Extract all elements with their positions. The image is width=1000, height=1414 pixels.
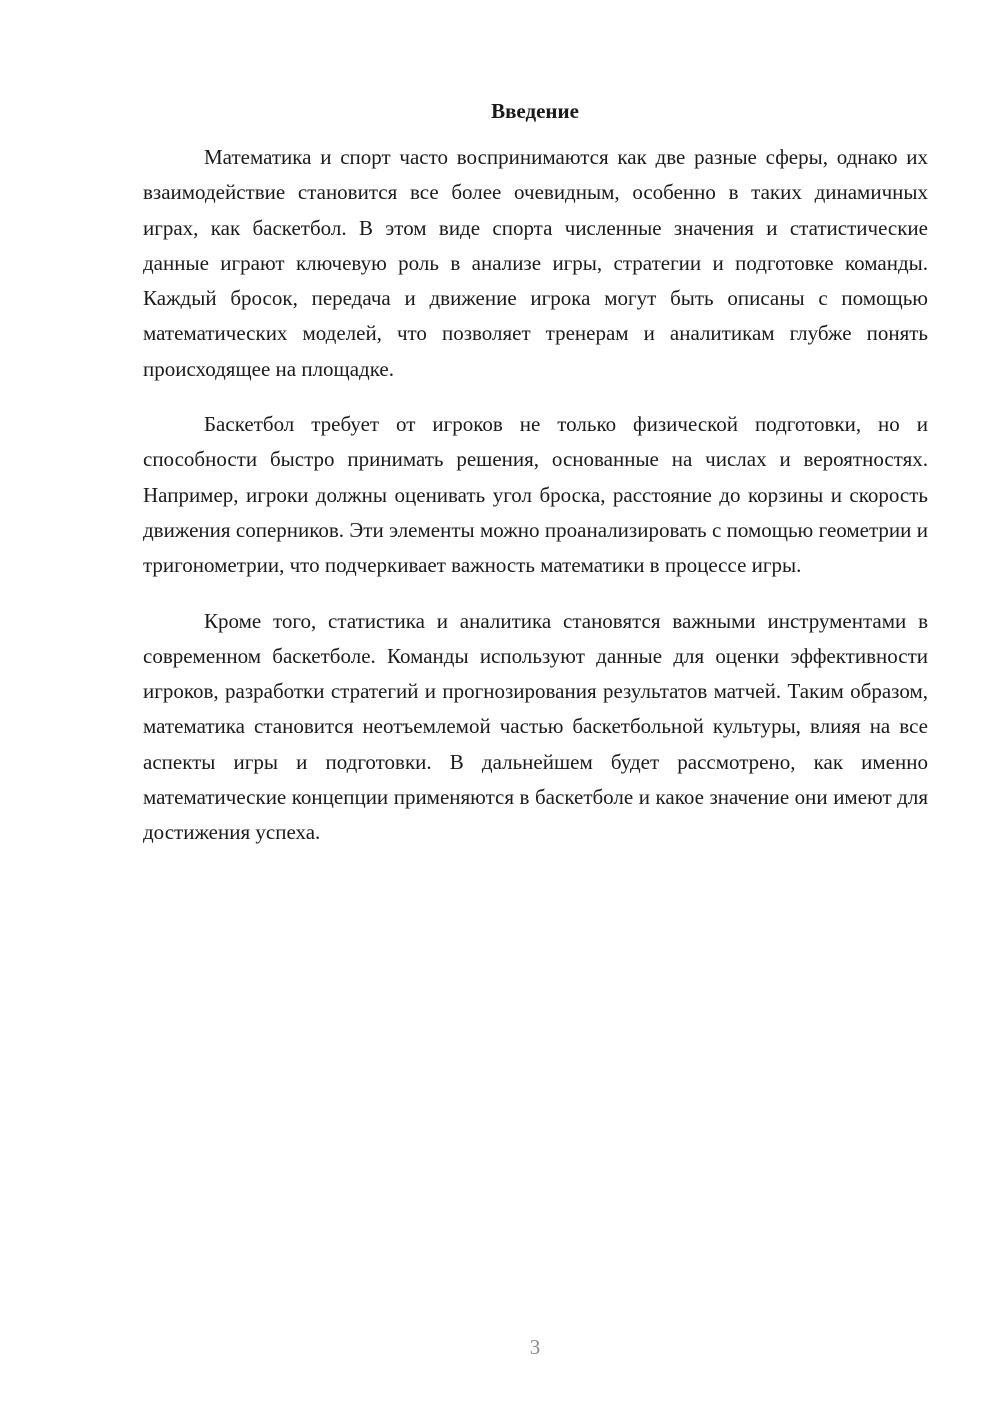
body-text	[143, 140, 928, 871]
paragraph-3: Кроме того, статистика и аналитика становятся важными инструментами в современном баскетболе. Команды используют данные для оценки эффективности игроков, разработки стратегий и прогнозирования результатов матчей. Таким образом, математика становится неотъемлемой частью баскетбольной культуры, влияя на все аспекты игры и подготовки. В дальнейшем будет рассмотрено, как именно математические концепции применяются в баскетболе и какое значение они имеют для достижения успеха.	[143, 608, 928, 845]
paragraph-1: Математика и спорт часто воспринимаются как две разные сферы, однако их взаимодействие становится все более очевидным, особенно в таких динамичных играх, как баскетбол. В этом виде спорта численные значения и статистические данные играют ключевую роль в анализе игры, стратегии и подготовке команды. Каждый бросок, передача и движение игрока могут быть описаны с помощью математических моделей, что позволяет тренерам и аналитикам глубже понять происходящее на площадке.	[143, 145, 928, 381]
page-title: Введение	[491, 99, 579, 123]
page-number: 3	[529, 1335, 541, 1359]
paragraph-2: Баскетбол требует от игроков не только физической подготовки, но и способности быстро принимать решения, основанные на числах и вероятностях. Например, игроки должны оценивать угол броска, расстояние до корзины и скорость движения соперников. Эти элементы можно проанализировать с помощью геометрии и тригонометрии, что подчеркивает важность математики в процессе игры.	[143, 412, 928, 578]
